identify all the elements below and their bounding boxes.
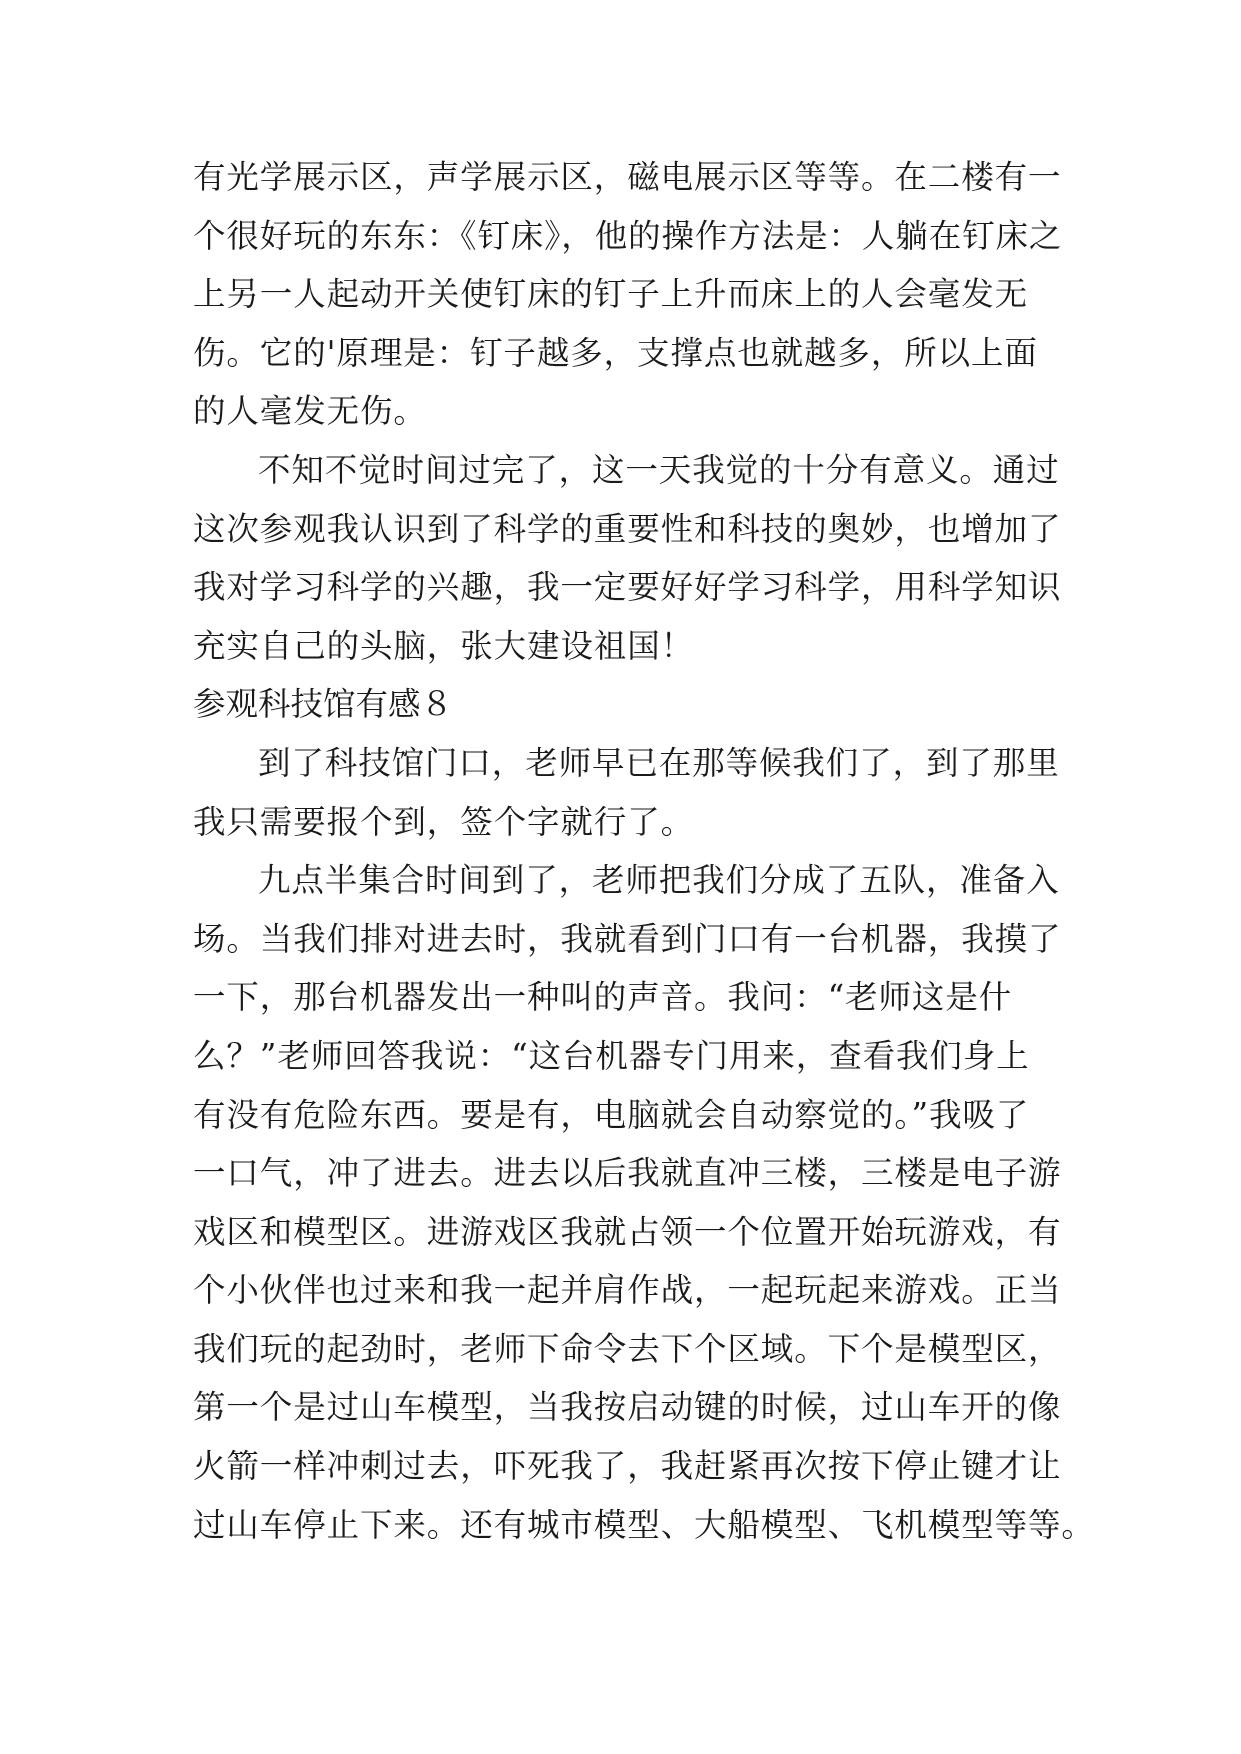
- text-line: 戏区和模型区。进游戏区我就占领一个位置开始玩游戏，有: [193, 1212, 1062, 1251]
- paragraph: [193, 441, 1062, 675]
- text-line: 我们玩的起劲时，老师下命令去下个区域。下个是模型区，: [193, 1329, 1062, 1368]
- text-line: 上另一人起动开关使钉床的钉子上升而床上的人会毫发无: [193, 275, 1029, 314]
- document-page: [193, 148, 1095, 1554]
- text-line: 火箭一样冲刺过去，吓死我了，我赶紧再次按下停止键才让: [193, 1447, 1062, 1486]
- text-line: 我对学习科学的兴趣，我一定要好好学习科学，用科学知识: [193, 568, 1062, 607]
- text-line: 伤。它的'原理是：钉子越多，支撑点也就越多，所以上面: [193, 333, 1038, 372]
- text-line: 一下，那台机器发出一种叫的声音。我问：“老师这是什: [193, 978, 1013, 1017]
- text-line: 充实自己的头脑，张大建设祖国！: [193, 626, 695, 665]
- section-heading: [193, 675, 1049, 734]
- text-line: 的人毫发无伤。: [193, 392, 427, 431]
- text-line: 这次参观我认识到了科学的重要性和科技的奥妙，也增加了: [193, 509, 1062, 548]
- text-line: 我只需要报个到，签个字就行了。: [193, 802, 695, 841]
- text-line: 个很好玩的东东：《钉床》，他的操作方法是：人躺在钉床之: [193, 216, 1063, 255]
- heading-text: 参观科技馆有感８: [193, 685, 454, 724]
- paragraph: [193, 851, 1095, 1554]
- text-line: 有光学展示区，声学展示区，磁电展示区等等。在二楼有一: [193, 158, 1062, 196]
- text-line: 场。当我们排对进去时，我就看到门口有一台机器，我摸了: [193, 919, 1062, 958]
- text-line: 一口气，冲了进去。进去以后我就直冲三楼，三楼是电子游: [193, 1154, 1062, 1193]
- text-line: 九点半集合时间到了，老师把我们分成了五队，准备入: [258, 861, 1060, 900]
- text-line: 不知不觉时间过完了，这一天我觉的十分有意义。通过: [258, 450, 1060, 489]
- text-line: 第一个是过山车模型，当我按启动键的时候，过山车开的像: [193, 1388, 1062, 1427]
- paragraph: [193, 148, 1063, 441]
- text-line: 到了科技馆门口，老师早已在那等候我们了，到了那里: [258, 743, 1060, 782]
- paragraph: [193, 734, 1060, 851]
- text-line: 么？”老师回答我说：“这台机器专门用来，查看我们身上: [193, 1036, 1030, 1075]
- text-line: 过山车停止下来。还有城市模型、大船模型、飞机模型等等。: [193, 1505, 1095, 1544]
- text-line: 个小伙伴也过来和我一起并肩作战，一起玩起来游戏。正当: [193, 1271, 1062, 1310]
- text-line: 有没有危险东西。要是有，电脑就会自动察觉的。”我吸了: [193, 1095, 1030, 1134]
